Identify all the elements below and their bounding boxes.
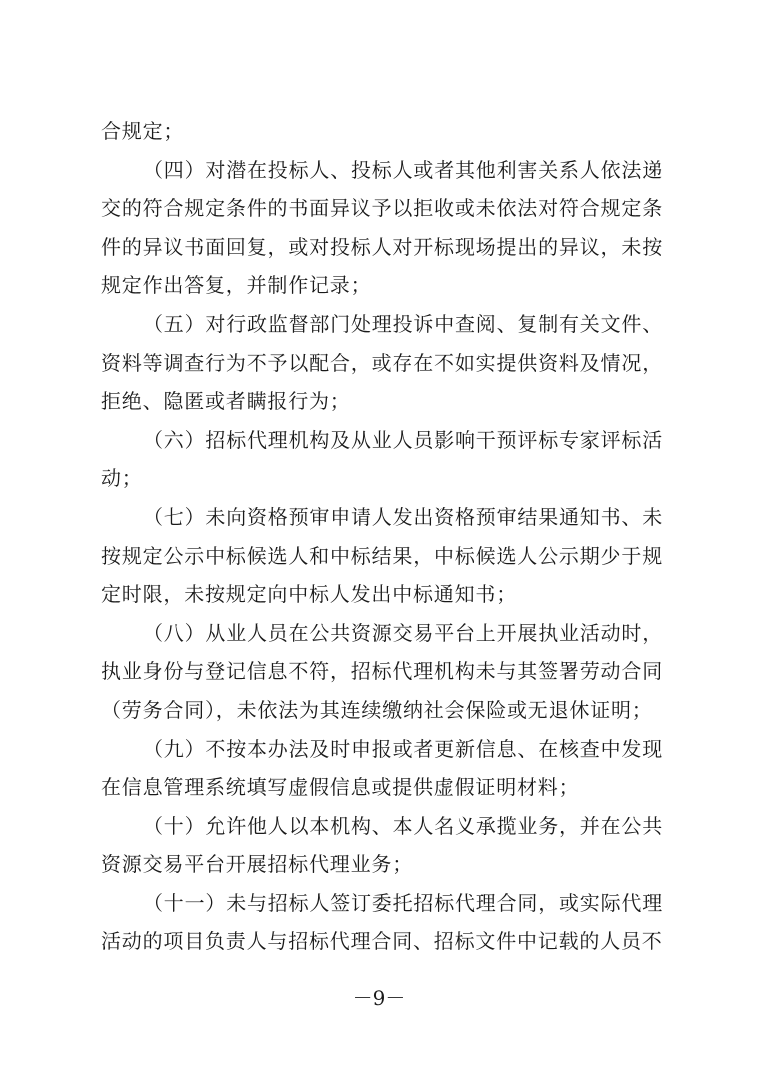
- paragraph-continuation: 合规定；: [101, 119, 185, 143]
- paragraph-item-4: （四）对潜在投标人、投标人或者其他利害关系人依法递交的符合规定条件的书面异议予以拒收或未依法对符合规定条件的异议书面回复，或对投标人对开标现场提出的异议，未按规定作出答复，并制作记录；: [101, 157, 663, 298]
- paragraph-item-7: （七）未向资格预审申请人发出资格预审结果通知书、未按规定公示中标候选人和中标结果，中标候选人公示期少于规定时限，未按规定向中标人发出中标通知书；: [101, 504, 663, 607]
- page-number: －9－: [352, 986, 406, 1010]
- paragraph-item-10: （十）允许他人以本机构、本人名义承揽业务，并在公共资源交易平台开展招标代理业务；: [101, 813, 663, 877]
- paragraph-item-6: （六）招标代理机构及从业人员影响干预评标专家评标活动；: [101, 427, 663, 491]
- paragraph-item-11: （十一）未与招标人签订委托招标代理合同，或实际代理活动的项目负责人与招标代理合同、招标文件中记载的人员不: [101, 890, 663, 954]
- body-text: [101, 112, 663, 961]
- paragraph-item-5: （五）对行政监督部门处理投诉中查阅、复制有关文件、资料等调查行为不予以配合，或存在不如实提供资料及情况，拒绝、隐匿或者瞒报行为；: [101, 311, 663, 414]
- paragraph-item-9: （九）不按本办法及时申报或者更新信息、在核查中发现在信息管理系统填写虚假信息或提供虚假证明材料；: [101, 736, 663, 800]
- paragraph-item-8: （八）从业人员在公共资源交易平台上开展执业活动时，执业身份与登记信息不符，招标代理机构未与其签署劳动合同（劳务合同），未依法为其连续缴纳社会保险或无退休证明；: [101, 620, 663, 722]
